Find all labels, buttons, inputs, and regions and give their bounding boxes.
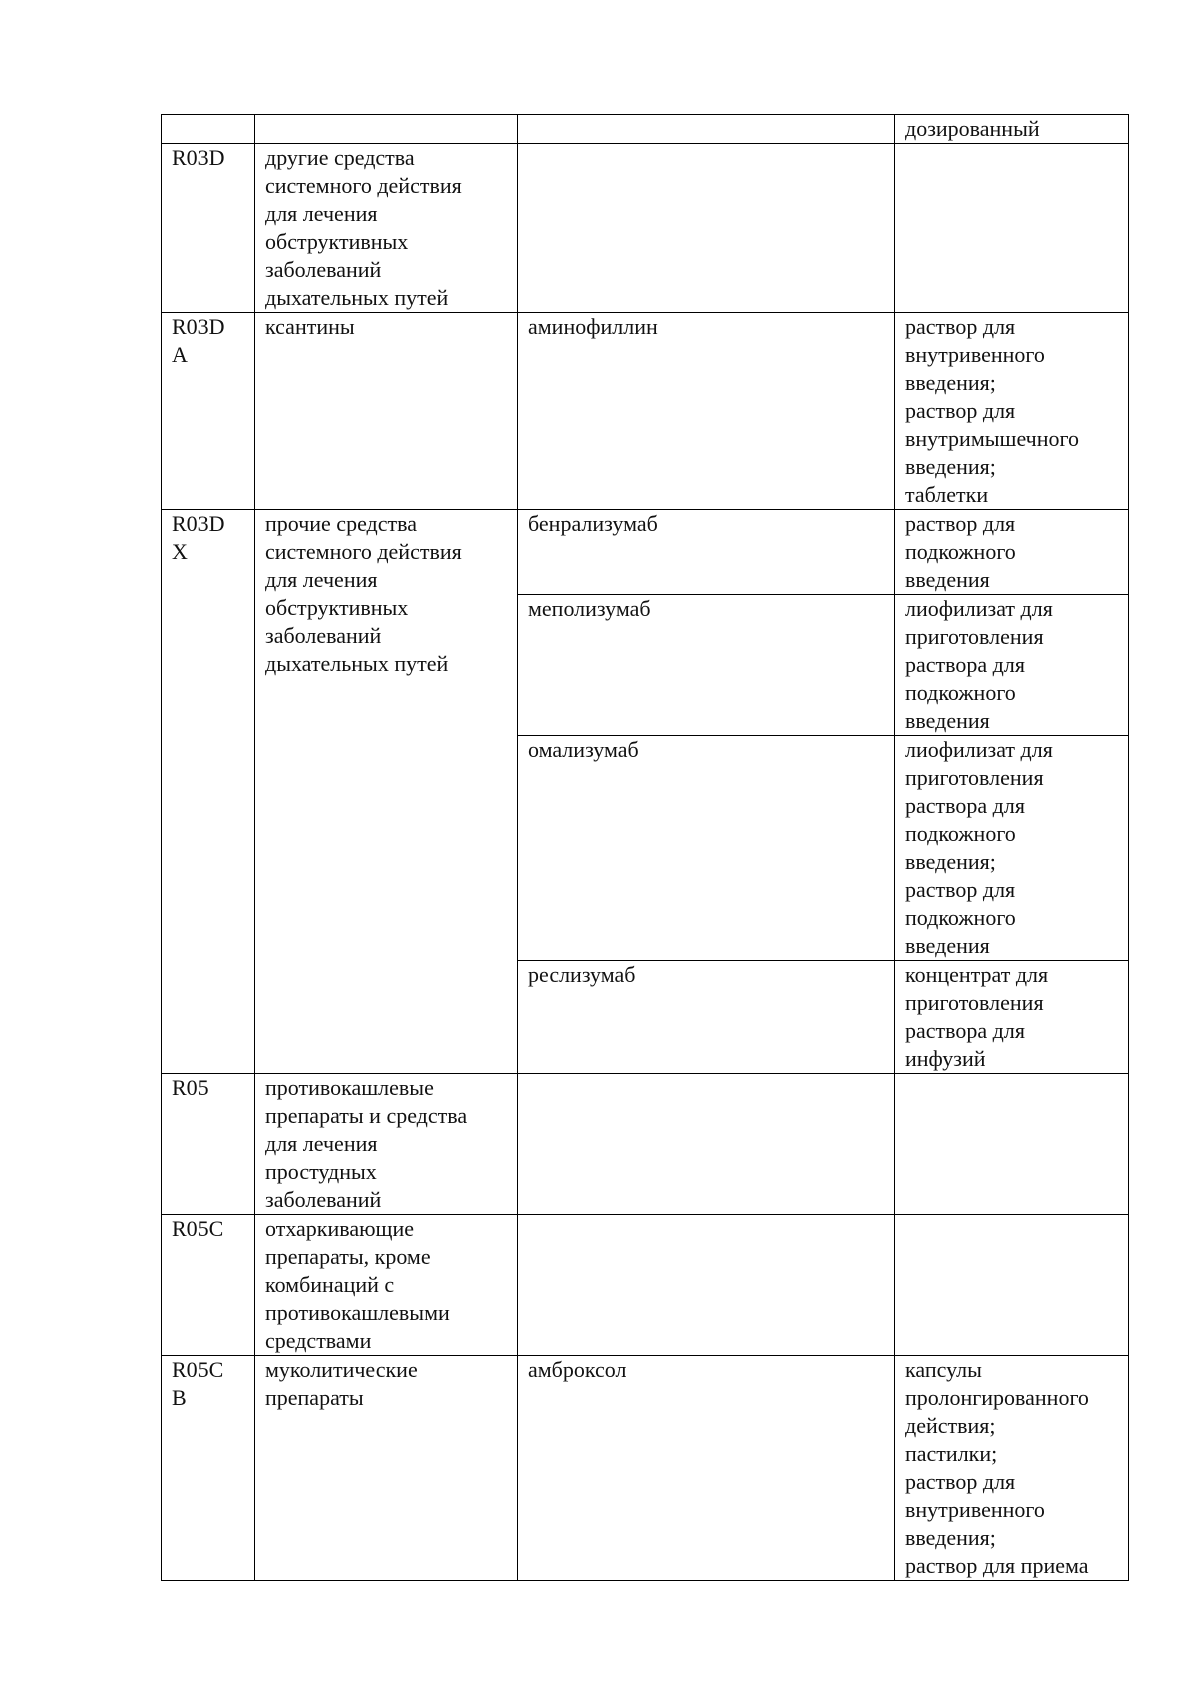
atc-code-cell: R03D X: [162, 510, 255, 1074]
dosage-form-cell: [895, 1074, 1129, 1215]
table-row: [162, 1215, 1129, 1356]
table-row: [162, 115, 1129, 144]
atc-code-cell: R05C: [162, 1215, 255, 1356]
dosage-form-cell: дозированный: [895, 115, 1129, 144]
group-name-cell: противокашлевые препараты и средства для лечения простудных заболеваний: [255, 1074, 518, 1215]
table-row: [162, 144, 1129, 313]
table-row: [162, 1074, 1129, 1215]
atc-code-cell: R03D: [162, 144, 255, 313]
table-row: [162, 313, 1129, 510]
drug-name-cell: меполизумаб: [518, 595, 895, 736]
group-name-cell: другие средства системного действия для лечения обструктивных заболеваний дыхательных путей: [255, 144, 518, 313]
atc-code-cell: [162, 115, 255, 144]
drug-name-cell: [518, 1215, 895, 1356]
table-row: [162, 510, 1129, 595]
dosage-form-cell: [895, 1215, 1129, 1356]
dosage-form-cell: лиофилизат для приготовления раствора для подкожного введения: [895, 595, 1129, 736]
drug-table: [161, 114, 1129, 1581]
dosage-form-cell: лиофилизат для приготовления раствора для подкожного введения; раствор для подкожного введения: [895, 736, 1129, 961]
drug-name-cell: реслизумаб: [518, 961, 895, 1074]
dosage-form-cell: капсулы пролонгированного действия; пастилки; раствор для внутривенного введения; раствор для приема: [895, 1356, 1129, 1581]
group-name-cell: ксантины: [255, 313, 518, 510]
drug-name-cell: аминофиллин: [518, 313, 895, 510]
group-name-cell: [255, 115, 518, 144]
drug-name-cell: [518, 115, 895, 144]
table-row: [162, 1356, 1129, 1581]
drug-name-cell: [518, 1074, 895, 1215]
dosage-form-cell: [895, 144, 1129, 313]
drug-name-cell: амброксол: [518, 1356, 895, 1581]
drug-name-cell: [518, 144, 895, 313]
drug-name-cell: бенрализумаб: [518, 510, 895, 595]
atc-code-cell: R05C B: [162, 1356, 255, 1581]
dosage-form-cell: раствор для внутривенного введения; раствор для внутримышечного введения; таблетки: [895, 313, 1129, 510]
group-name-cell: прочие средства системного действия для лечения обструктивных заболеваний дыхательных путей: [255, 510, 518, 1074]
dosage-form-cell: концентрат для приготовления раствора для инфузий: [895, 961, 1129, 1074]
group-name-cell: муколитические препараты: [255, 1356, 518, 1581]
drug-name-cell: омализумаб: [518, 736, 895, 961]
atc-code-cell: R03D A: [162, 313, 255, 510]
atc-code-cell: R05: [162, 1074, 255, 1215]
group-name-cell: отхаркивающие препараты, кроме комбинаций с противокашлевыми средствами: [255, 1215, 518, 1356]
dosage-form-cell: раствор для подкожного введения: [895, 510, 1129, 595]
